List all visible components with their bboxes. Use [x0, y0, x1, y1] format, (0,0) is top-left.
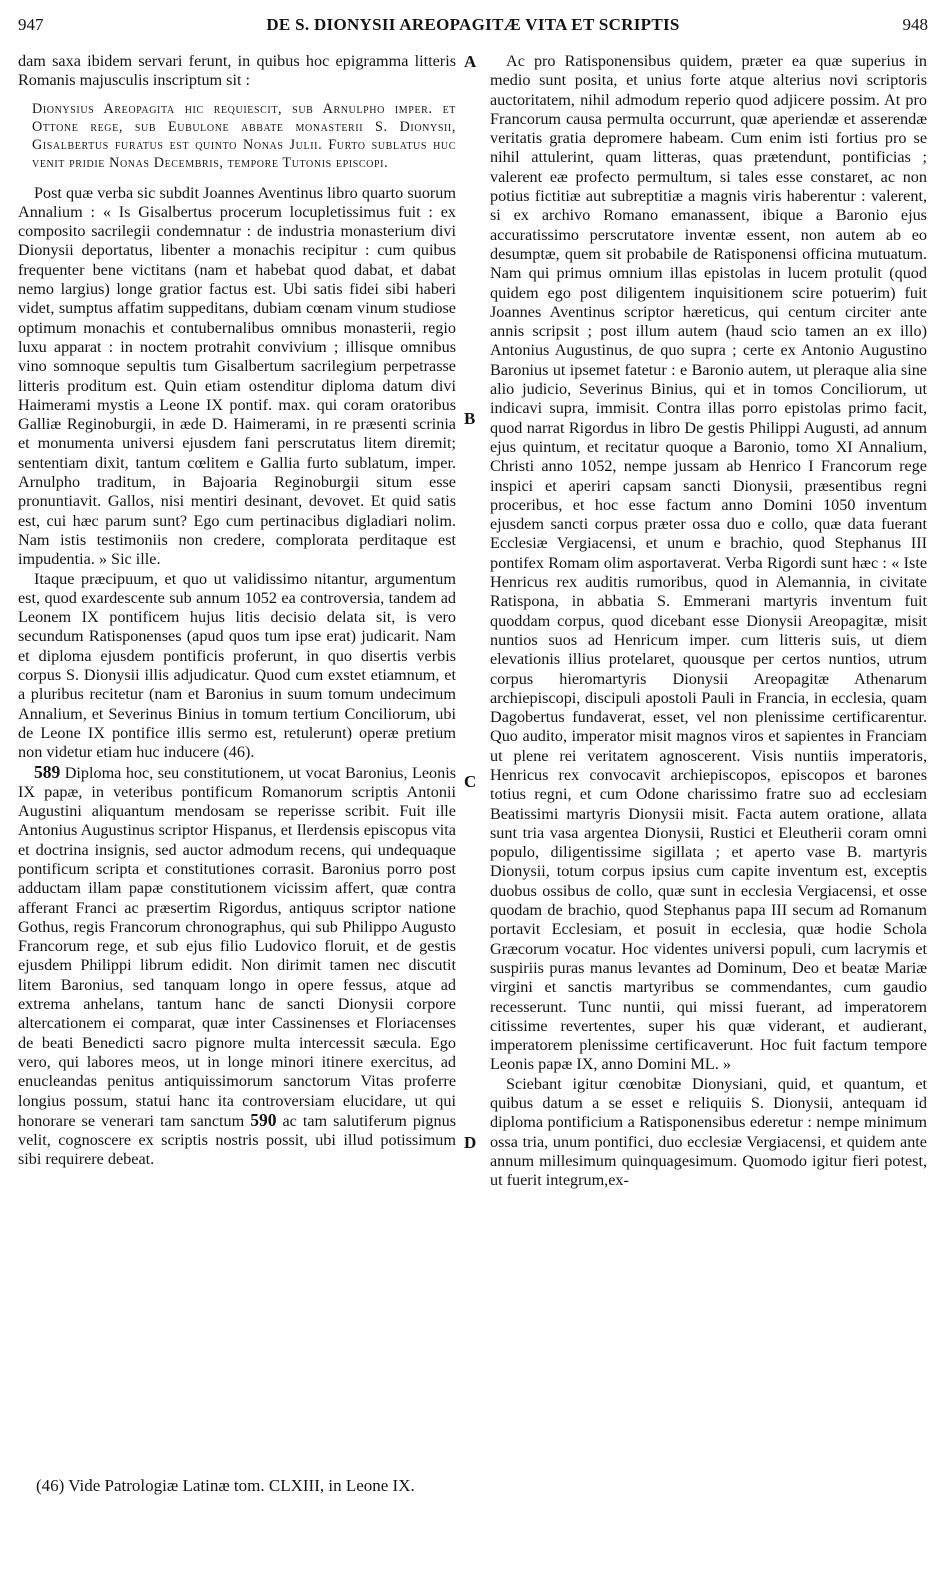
margin-letter-c: C	[464, 772, 477, 791]
left-paragraph-2: Post quæ verba sic subdit Joannes Aventinus libro quarto suorum Annalium : « Is Gisalbertus procerum locupletissimus fuit : ex composito sacrilegii condemnatur : de industria monasterium divi Dionysii deportatus, libenter a monachis recipitur : cum quibus frequenter bene victitans (nam et habebat quod dabat, et dabat nemo largius) longe gratior factus est. Ubi satis fidei sibi haberi videt, sumptus affatim suppeditans, dubiam cœnam vinum studiose optimum monachis et contubernalibus omnibus monasterii, regio luxu apparat : in noctem protrahit convivium ; illisque omnibus vino somnoque sepultis tum Gisalbertum sacrilegium perpetrasse litteris proditum est. Quin etiam ostenditur diploma datum divi Haimerami mystis a Leone IX pontif. max. qui coram oratoribus Galliæ Reginoburgii, in æde D. Haimerami, in re præsenti scrinia et monumenta universi ejusdem fani perscrutatus litem diremit; sententiam dixit, tantum cœlitem e Gallia furto sublatum, imper. Arnulpho traditum, in Bajoaria Reginoburgii situm esse pronuntiavit. Gallos, nisi mentiri desinant, devovet. Et quid satis est, cui hæc parum sunt? Ego cum pertinacibus digladiari nolim. Nam istis testimoniis non credere, complorata perditaque est impudentia. » Sic ille.	[18, 183, 456, 569]
page-number-left: 947	[18, 15, 44, 34]
page-number-right: 948	[902, 15, 928, 34]
right-paragraph-2: Sciebant igitur cœnobitæ Dionysiani, quid, et quantum, et quibus datum a se esset e reliquiis S. Dionysii, antequam id diploma pontificium a Ratisponensibus ederetur : nempe minimum ossa tria, unum pontifici, duo ecclesiæ Vergiacensi, et quidem ante annum millesimum quinquagesimum. Quomodo igitur fieri potest, ut fuerit integrum,ex-	[490, 1074, 927, 1190]
footnote: (46) Vide Patrologiæ Latinæ tom. CLXIII, in Leone IX.	[36, 1476, 415, 1495]
section-number-590: 590	[250, 1109, 277, 1130]
left-paragraph-4: Diploma hoc, seu constitutionem, ut vocat Baronius, Leonis IX papæ, in veteribus pontificum Romanorum scriptis Antonii Augustini aliquantum mendosam se reperisse scribit. Fuit ille Antonius Augustinus scriptor Hispanus, et Ilerdensis episcopus vita et doctrina insignis, sed auctor admodum recens, qui undequaque pontificum scripta et constitutiones corrasit. Baronius porro post adductam illam papæ constitutionem vicissim affert, quæ contra afferant Franci ac præsertim Rigordus, antiquus scriptor natione Gothus, regis Francorum chronographus, qui sub Philippo Augusto Francorum rege, et sub ejus filio Ludovico floruit, et de gestis ejusdem Philippi librum edidit. Non dirimit tamen nec discutit litem Baronius, sed tanquam longo in opere fessus, atque ad extrema anhelans, tantum hanc de sancti Dionysii corpore altercationem ei comparat, quæ inter Cassinenses et Floriacenses de beati Benedicti sacro pignore multa intercessit sæcula. Ego vero, qui labores meos, ut in longe minori itinere exercitus, ad enucleandas penitus antiquissimorum sanctorum Vitas proferre longius possum, statui hanc ita controversiam elucidare, ut qui honorare se venerari tam sanctum	[18, 763, 457, 1130]
margin-letter-b: B	[464, 409, 476, 428]
section-number-589: 589	[34, 761, 61, 782]
running-header	[18, 12, 928, 38]
left-paragraph-5: ac tam salutiferum pignus velit, cognoscere ex scriptis nostris possit, ubi illud potissimum sibi requirere debeat.	[18, 1111, 457, 1169]
right-paragraph-1: Ac pro Ratisponensibus quidem, præter ea quæ superius in medio sunt posita, et unius forte atque alterius novi scriptoris auctoritatem, nihil admodum reperio quod adjicere possim. At pro Francorum causa permulta occurrunt, quæ aperiendæ et asserendæ veritatis gratia depromere habeam. Cum enim isti fortius pro se nihil attulerint, quam litteras, quas prætendunt, pontificias ; valerent eæ profecto permultum, si tales esse constaret, ac non potius fictitiæ aut subreptitiæ a magnis viris haberentur : valerent, si ex archivo Romano emanassent, ibique a Baronio ejus accuratissimo perscrutatore inventæ essent, non autem ab eo desumptæ, quem sit probabile de Ratisponensi officina mutuatum. Nam qui primus omnium illas epistolas in lucem protulit (quod quidem ego post diligentem inquisitionem scire potuerim) fuit Joannes Aventinus scriptor hæreticus, qui centum circiter ante annis scripsit ; post illum autem (haud scio tamen an ex illo) Antonius Augustinus, de quo supra ; certe ex Antonio Augustino Baronius ut ipsemet fatetur : e Baronio autem, ut pleraque alia sine alio judicio, Severinus Binius, qui et in tomos Conciliorum, ut indicavi supra, immisit. Contra illas porro epistolas primo facit, quod narrat Rigordus in libro De gestis Philippi Augusti, ad annum ejus quintum, et recitatur quoque a Baronio, tomo XI Annalium, Christi anno 1052, nempe jussam ab Henrico I Francorum rege inspici et aperiri capsam sancti Dionysii, præsentibus regni proceribus, et hoc esse factum anno Domini 1050 inventum ejusdem sancti corpus præter ossa duo e collo, quæ data fuerant Ecclesiæ Vergiacensi, et unum e brachio, quod Stephanus III pontifex Romam olim asportaverat. Verba Rigordi sunt hæc : « Iste Henricus rex auditis rumoribus, quod in Alemannia, in civitate Ratispona, in abbatia S. Emmerani martyris inventum fuit quoddam corpus, quod dicebant esse Dionysii Areopagitæ, misit nuntios suos ad Henricum imper. cum litteris suis, ut diem elevationis illius protelaret, quousque per certos nuntios, utrum corpus hieromartyris Dionysii Areopagitæ Athenarum archiepiscopi, discipuli apostoli Pauli in Francia, in ecclesia, quam Dagobertus fundaverat, esset, vel non plenissime certificarentur. Quo audito, imperator misit magnos viros et sapientes in Franciam ut plene rei veritatem agnoscerent. Visis nuntiis imperatoris, Henricus rex convocavit archiepiscopos, episcopos et barones totius regni, et cum Odone charissimo fratre suo ad ecclesiam Beatissimi martyris Dionysii misit. Facta autem oratione, allata sunt tria vasa argentea Dionysii, Rustici et Eleutherii coram omni populo, diligentissime sigillata ; et aperto vase B. martyris Dionysii, totum corpus ipsius cum capite inventum est, exceptis duobus ossibus de collo, quæ sunt in ecclesia Vergiacensi, et osse quodam de brachio, quod Stephanus papa III secum ad Romanum portavit Ecclesiam, et posuit in ecclesia, quæ hodie Schola Græcorum vocatur. Hoc videntes universi populi, cum lacrymis et suspiriis puras manus levantes ad Dominum, Deo et beatæ Mariæ virgini et sanctis martyribus se commendantes, cum gaudio recesserunt. Tunc nuntii, qui missi fuerant, ad imperatorem citissime revertentes, super his quæ viderant, et audierant, imperatorem plenissime certificaverunt. Hoc fuit factum tempore Leonis papæ IX, anno Domini ML. »	[490, 52, 927, 1074]
left-paragraph-3: Itaque præcipuum, et quo ut validissimo nitantur, argumentum est, quod exardescente sub annum 1052 ea controversia, tandem ad Leonem IX pontificem hujus litis decisio delata sit, is vero secundum Ratisponenses (apud quos tum ipse erat) judicarit. Nam et diploma ejusdem pontificis proferunt, in quo disertis verbis corpus S. Dionysii illis adjudicatur. Quod cum exstet etiamnum, et a pluribus recitetur (nam et Baronius in suum tomum undecimum Annalium, et Severinus Binius in tomum tertium Conciliorum, ubi de Leone IX pontifice illis sermo est, retulerunt) operæ pretium non videtur etiam huc inducere (46).	[18, 569, 456, 762]
left-paragraph-1: dam saxa ibidem servari ferunt, in quibus hoc epigramma litteris Romanis majusculis inscriptum sit :	[18, 52, 456, 90]
running-title: DE S. DIONYSII AREOPAGITÆ VITA ET SCRIPTIS	[266, 15, 680, 34]
right-column	[490, 52, 927, 1191]
margin-letter-a: A	[464, 52, 477, 71]
margin-letter-d: D	[464, 1133, 477, 1152]
left-column	[18, 52, 456, 1170]
inscription-block: Dionysius Areopagita hic requiescit, sub Arnulpho imper. et Ottone rege, sub Eubulone abbate monasterii S. Dionysii, Gisalbertus furatus est quinto Nonas Julii. Furto sublatus huc venit pridie Nonas Decembris, tempore Tutonis episcopi.	[32, 100, 456, 171]
